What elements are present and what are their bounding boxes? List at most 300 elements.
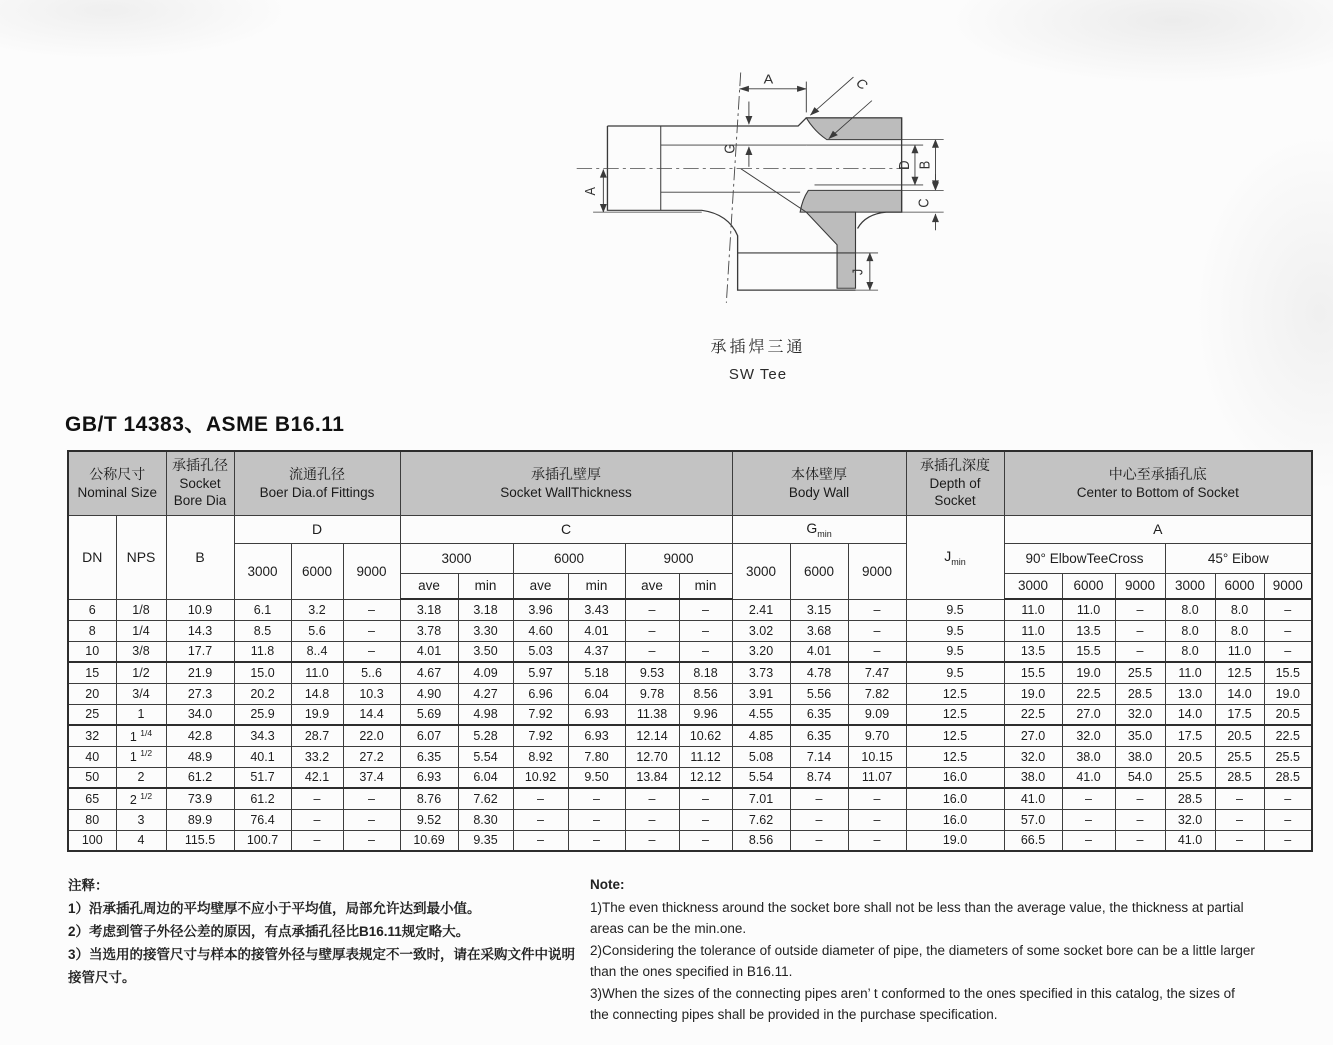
table-row [68,830,1312,851]
notes-zh-title: 注释： [68,878,109,893]
table-cell: 8..4 [291,641,343,662]
table-cell: 3.20 [732,641,790,662]
j-sub: min [951,556,966,567]
table-cell: 8.5 [234,620,291,641]
header-c-9000: 9000 [625,543,732,573]
table-cell: 5.18 [568,662,625,683]
table-cell: 3.96 [513,599,568,620]
table-cell: – [1215,788,1264,809]
table-cell: – [343,620,400,641]
header-c-3000: 3000 [400,543,513,573]
table-cell: 32.0 [1165,809,1215,830]
header-body-wall [732,451,906,515]
table-cell: 8.18 [679,662,732,683]
table-cell: 40.1 [234,746,291,767]
table-cell: 19.0 [1004,683,1062,704]
table-cell: 34.3 [234,725,291,746]
note-zh-item: 1）沿承插孔周边的平均壁厚不应小于平均值，局部允许达到最小值。 [68,901,481,916]
table-cell: 3.15 [790,599,848,620]
cell-b: 73.9 [166,788,234,809]
table-cell: – [291,830,343,851]
header-flow-bore [234,451,400,515]
table-cell: 13.0 [1165,683,1215,704]
table-cell: 66.5 [1004,830,1062,851]
table-cell: – [1115,809,1165,830]
table-cell: 9.35 [458,830,513,851]
table-cell: 6.04 [458,767,513,788]
table-cell: 8.0 [1215,620,1264,641]
cell-dn: 100 [68,830,116,851]
table-cell: – [1215,830,1264,851]
header-dn: DN [68,515,116,599]
table-cell: 3.73 [732,662,790,683]
nps-fraction: 1/2 [140,748,153,759]
header-a90-9000: 9000 [1115,573,1165,599]
table-cell: 11.0 [1004,599,1062,620]
table-cell: 8.0 [1165,599,1215,620]
table-cell: – [679,599,732,620]
header-center-zh: 中心至承插孔底 [1108,466,1207,483]
table-header [68,451,1312,599]
table-cell: – [848,830,906,851]
table-cell: 37.4 [343,767,400,788]
table-cell: 5.6 [291,620,343,641]
table-cell: 20.5 [1215,725,1264,746]
header-elbow45: 45° Eibow [1165,543,1312,573]
table-cell: 10.92 [513,767,568,788]
table-cell: 32.0 [1004,746,1062,767]
table-cell: 19.0 [906,830,1004,851]
table-cell: 25.5 [1215,746,1264,767]
table-cell: – [1062,788,1115,809]
header-c3000-ave: ave [400,573,458,599]
table-cell: 7.01 [732,788,790,809]
header-a45-9000: 9000 [1264,573,1312,599]
table-cell: 3.50 [458,641,513,662]
cell-b: 27.3 [166,683,234,704]
dim-label-b: B [916,160,933,170]
standard-title: GB/T 14383、ASME B16.11 [65,413,345,436]
table-cell: 5.03 [513,641,568,662]
cell-b: 17.7 [166,641,234,662]
table-cell: 4.78 [790,662,848,683]
table-row [68,620,1312,641]
table-cell: 4.98 [458,704,513,725]
table-cell: – [291,809,343,830]
table-cell: 7.14 [790,746,848,767]
g-sub: min [817,528,832,539]
section-line [741,169,807,213]
header-nominal-size [68,451,166,515]
table-cell: 9.5 [906,641,1004,662]
header-c6000-ave: ave [513,573,568,599]
header-c9000-ave: ave [625,573,679,599]
table-cell: 28.5 [1264,767,1312,788]
cell-nps: 1 $^{1/2}$ [116,746,166,767]
header-gmin [732,515,906,543]
table-cell: 33.2 [291,746,343,767]
cell-nps: 3 [116,809,166,830]
table-cell: – [679,788,732,809]
table-cell: 27.2 [343,746,400,767]
cell-nps: 3/4 [116,683,166,704]
table-cell: 41.0 [1062,767,1115,788]
table-cell: 3.43 [568,599,625,620]
table-cell: 6.35 [400,746,458,767]
table-cell: 3.91 [732,683,790,704]
j-symbol: J [944,547,952,564]
table-cell: 5.56 [790,683,848,704]
table-row [68,599,1312,620]
table-cell: – [625,809,679,830]
table-cell: – [1264,788,1312,809]
table-cell: 15.5 [1004,662,1062,683]
table-cell: 6.35 [790,704,848,725]
table-cell: 7.80 [568,746,625,767]
header-d-6000: 6000 [291,543,343,599]
table-cell: 32.0 [1115,704,1165,725]
table-cell: 54.0 [1115,767,1165,788]
table-cell: 28.5 [1165,788,1215,809]
table-cell: 2.41 [732,599,790,620]
header-c6000-min: min [568,573,625,599]
header-depth-en1: Depth of [929,475,981,491]
table-cell: 11.0 [1062,599,1115,620]
cell-b: 21.9 [166,662,234,683]
table-cell: – [1115,620,1165,641]
table-cell: 4.67 [400,662,458,683]
header-elbow90: 90° ElbowTeeCross [1004,543,1165,573]
table-cell: – [343,830,400,851]
table-cell: 22.5 [1062,683,1115,704]
table-cell: 8.74 [790,767,848,788]
branch-socket-wall [806,212,855,288]
table-cell: 100.7 [234,830,291,851]
table-cell: 4.01 [568,620,625,641]
table-cell: – [848,641,906,662]
table-cell: 12.5 [1215,662,1264,683]
cell-dn: 32 [68,725,116,746]
header-socket-wall [400,451,732,515]
cell-nps: 1/8 [116,599,166,620]
notes-zh [68,874,580,1026]
table-cell: 13.5 [1004,641,1062,662]
table-cell: – [568,830,625,851]
table-cell: – [848,809,906,830]
table-row [68,746,1312,767]
table-cell: – [1264,599,1312,620]
table-cell: 7.62 [458,788,513,809]
table-cell: 3.18 [458,599,513,620]
drawing-caption-en: SW Tee [728,366,788,383]
table-cell: 5.54 [732,767,790,788]
table-cell: – [1115,641,1165,662]
table-cell: 4.85 [732,725,790,746]
table-cell: 15.5 [1264,662,1312,683]
table-cell: 6.93 [400,767,458,788]
header-depth-zh: 承插孔深度 [920,457,991,474]
table-row [68,809,1312,830]
table-cell: 4.01 [400,641,458,662]
table-cell: 11.0 [291,662,343,683]
table-cell: 15.0 [234,662,291,683]
table-row [68,767,1312,788]
table-cell: 11.07 [848,767,906,788]
header-sub-row-2 [68,543,1312,573]
header-center-to-bottom [1004,451,1312,515]
header-a90-3000: 3000 [1004,573,1062,599]
dim-label-g: G [721,143,738,154]
table-cell: 3.18 [400,599,458,620]
table-cell: 16.0 [906,788,1004,809]
table-cell: 25.5 [1165,767,1215,788]
table-cell: 3.78 [400,620,458,641]
header-nominal-zh: 公称尺寸 [89,466,146,483]
table-cell: – [625,599,679,620]
table-cell: 16.0 [906,767,1004,788]
table-cell: 19.9 [291,704,343,725]
table-cell: 11.12 [679,746,732,767]
header-a90-6000: 6000 [1062,573,1115,599]
header-c9000-min: min [679,573,732,599]
cell-nps: 1 [116,704,166,725]
table-cell: 4.55 [732,704,790,725]
header-a: A [1004,515,1312,543]
table-cell: 9.52 [400,809,458,830]
table-cell: 11.38 [625,704,679,725]
table-cell: 10.3 [343,683,400,704]
table-cell: 51.7 [234,767,291,788]
note-en-item: 3)When the sizes of the connecting pipes aren’ t conformed to the ones specified in this catalog, the sizes of the connecting pipes shall be provided in the purchase specification. [590,985,1235,1022]
cell-dn: 25 [68,704,116,725]
dim-label-c-diag: C [852,75,872,93]
cell-nps: 1/2 [116,662,166,683]
table-cell: – [513,830,568,851]
table-cell: – [848,599,906,620]
table-cell: – [625,788,679,809]
table-cell: 38.0 [1115,746,1165,767]
cell-dn: 10 [68,641,116,662]
table-cell: 14.8 [291,683,343,704]
note-zh-item: 2）考虑到管子外径公差的原因，有点承插孔径比B16.11规定略大。 [68,924,470,939]
table-cell: 11.0 [1215,641,1264,662]
table-cell: 4.60 [513,620,568,641]
table-cell: 6.93 [568,725,625,746]
table-cell: 25.5 [1115,662,1165,683]
cell-dn: 80 [68,809,116,830]
table-row [68,662,1312,683]
table-cell: 6.1 [234,599,291,620]
table-cell: 9.5 [906,620,1004,641]
table-cell: – [848,620,906,641]
table-cell: 5.54 [458,746,513,767]
table-cell: 9.5 [906,662,1004,683]
cell-b: 48.9 [166,746,234,767]
table-cell: 28.5 [1215,767,1264,788]
table-cell: 25.9 [234,704,291,725]
table-cell: 20.5 [1165,746,1215,767]
table-cell: – [790,788,848,809]
table-cell: 17.5 [1165,725,1215,746]
dim-label-d: D [896,160,912,170]
table-cell: 9.5 [906,599,1004,620]
table-cell: 6.04 [568,683,625,704]
table-cell: – [343,641,400,662]
header-nps: NPS [116,515,166,599]
table-cell: 14.0 [1165,704,1215,725]
notes-section [68,874,1308,1026]
table-cell: 57.0 [1004,809,1062,830]
table-cell: – [513,788,568,809]
cell-dn: 8 [68,620,116,641]
table-cell: 25.5 [1264,746,1312,767]
table-cell: – [1264,830,1312,851]
table-row [68,788,1312,809]
cell-nps: 2 $^{1/2}$ [116,788,166,809]
table-cell: – [1115,599,1165,620]
header-c3000-min: min [458,573,513,599]
table-cell: 8.30 [458,809,513,830]
cell-dn: 65 [68,788,116,809]
table-cell: 9.70 [848,725,906,746]
table-cell: – [1264,620,1312,641]
table-cell: 5.69 [400,704,458,725]
table-cell: 14.4 [343,704,400,725]
table-cell: 9.96 [679,704,732,725]
cell-b: 34.0 [166,704,234,725]
header-depth-en2: Socket [934,493,976,509]
sw-tee-drawing [548,58,968,383]
table-cell: – [848,788,906,809]
notes-en [590,874,1255,1026]
table-cell: 5.97 [513,662,568,683]
table-cell: 22.5 [1264,725,1312,746]
header-socket-depth [906,451,1004,515]
header-a45-3000: 3000 [1165,573,1215,599]
table-cell: – [679,620,732,641]
table-cell: – [679,809,732,830]
drawing-caption-zh: 承插焊三通 [710,339,806,356]
socket-wall-top [806,118,901,140]
header-socket-bore [166,451,234,515]
table-cell: 5.08 [732,746,790,767]
note-en-item: 2)Considering the tolerance of outside diameter of pipe, the diameters of some socket bore can be a little larger than the ones specified in B16.11. [590,942,1255,979]
table-cell: 9.78 [625,683,679,704]
header-sub-row-1 [68,515,1312,543]
table-cell: 61.2 [234,788,291,809]
header-flow-zh: 流通孔径 [289,466,345,483]
table-cell: 3.68 [790,620,848,641]
table-cell: 6.96 [513,683,568,704]
dim-label-a-top: A [763,72,774,87]
table-cell: 7.92 [513,725,568,746]
table-cell: 11.0 [1004,620,1062,641]
table-cell: 19.0 [1264,683,1312,704]
table-cell: 13.84 [625,767,679,788]
table-cell: 32.0 [1062,725,1115,746]
header-center-en: Center to Bottom of Socket [1076,484,1239,500]
notes-en-title: Note: [590,877,625,892]
table-cell: – [343,599,400,620]
table-cell: 7.92 [513,704,568,725]
table-cell: 22.0 [343,725,400,746]
header-socket-bore-en2: Bore Dia [173,493,227,509]
table-row [68,641,1312,662]
cell-dn: 6 [68,599,116,620]
header-wall-en: Socket WallThickness [500,484,632,500]
table-cell: 12.12 [679,767,732,788]
table-cell: 19.0 [1062,662,1115,683]
table-cell: 20.2 [234,683,291,704]
table-cell: – [291,788,343,809]
table-cell: 11.8 [234,641,291,662]
table-cell: 4.01 [790,641,848,662]
table-cell: – [513,809,568,830]
dim-label-a-left: A [582,187,599,196]
table-cell: 12.14 [625,725,679,746]
table-cell: 41.0 [1004,788,1062,809]
header-b: B [166,515,234,599]
table-cell: – [1115,788,1165,809]
table-cell: 4.90 [400,683,458,704]
table-cell: 8.92 [513,746,568,767]
cell-b: 10.9 [166,599,234,620]
header-c: C [400,515,732,543]
table-cell: 22.5 [1004,704,1062,725]
table-cell: – [1062,830,1115,851]
table-cell: 7.62 [732,809,790,830]
table-cell: – [1062,809,1115,830]
cell-dn: 40 [68,746,116,767]
table-cell: 11.0 [1165,662,1215,683]
table-cell: 12.5 [906,683,1004,704]
table-cell: 38.0 [1004,767,1062,788]
sw-tee-diagram [548,58,958,330]
header-socket-bore-zh: 承插孔径 [172,457,228,474]
table-cell: – [1264,809,1312,830]
table-cell: 12.5 [906,725,1004,746]
table-cell: 3.30 [458,620,513,641]
nps-fraction: 1/4 [140,727,153,738]
table-cell: 16.0 [906,809,1004,830]
table-cell: 8.0 [1165,641,1215,662]
table-cell: 13.5 [1062,620,1115,641]
header-body-zh: 本体壁厚 [791,466,848,483]
table-cell: – [679,641,732,662]
table-cell: 7.82 [848,683,906,704]
table-cell: – [1215,809,1264,830]
table-cell: 76.4 [234,809,291,830]
cell-nps: 2 [116,767,166,788]
table-cell: 8.0 [1215,599,1264,620]
table-cell: – [343,788,400,809]
table-cell: 14.0 [1215,683,1264,704]
table-cell: – [568,788,625,809]
table-cell: 10.15 [848,746,906,767]
header-socket-bore-en1: Socket [179,475,221,491]
table-cell: 42.1 [291,767,343,788]
table-cell: – [625,641,679,662]
table-cell: 20.5 [1264,704,1312,725]
header-g-9000: 9000 [848,543,906,599]
table-cell: 5.28 [458,725,513,746]
table-cell: 5..6 [343,662,400,683]
note-zh-item: 3）当选用的接管尺寸与样本的接管外径与壁厚表规定不一致时，请在采购文件中说明接管尺寸。 [68,947,576,985]
cell-dn: 20 [68,683,116,704]
table-cell: 28.5 [1115,683,1165,704]
cell-dn: 50 [68,767,116,788]
table-cell: – [1264,641,1312,662]
